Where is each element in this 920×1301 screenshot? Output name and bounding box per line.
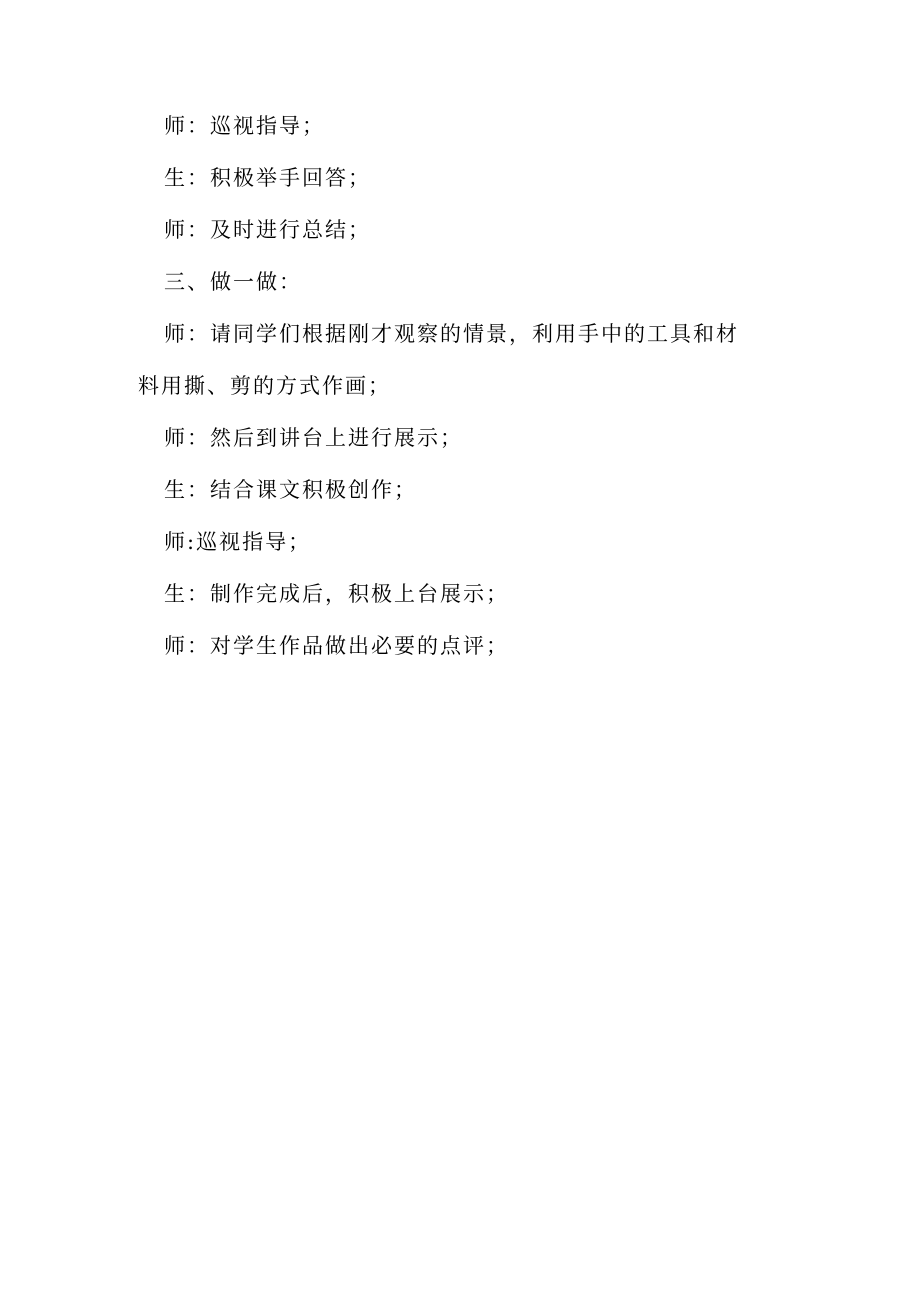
paragraph-teacher-instructions: 师：请同学们根据刚才观察的情景，利用手中的工具和材料用撕、剪的方式作画；: [138, 322, 739, 398]
document-body: [138, 100, 758, 672]
paragraph-students-answer: 生：积极举手回答；: [164, 166, 371, 190]
paragraph-students-create: 生：结合课文积极创作；: [164, 478, 417, 502]
paragraph-teacher-patrol-guidance-2: 师:巡视指导；: [164, 530, 312, 554]
paragraph-teacher-show-on-stage: 师：然后到讲台上进行展示；: [164, 426, 463, 450]
paragraph-teacher-summary: 师：及时进行总结；: [164, 218, 371, 242]
section-heading-do-it: 三、做一做：: [164, 270, 302, 294]
paragraph-teacher-patrol-guidance: 师：巡视指导；: [164, 114, 325, 138]
paragraph-students-present: 生：制作完成后，积极上台展示；: [164, 582, 509, 606]
paragraph-teacher-comment: 师：对学生作品做出必要的点评；: [164, 634, 509, 658]
